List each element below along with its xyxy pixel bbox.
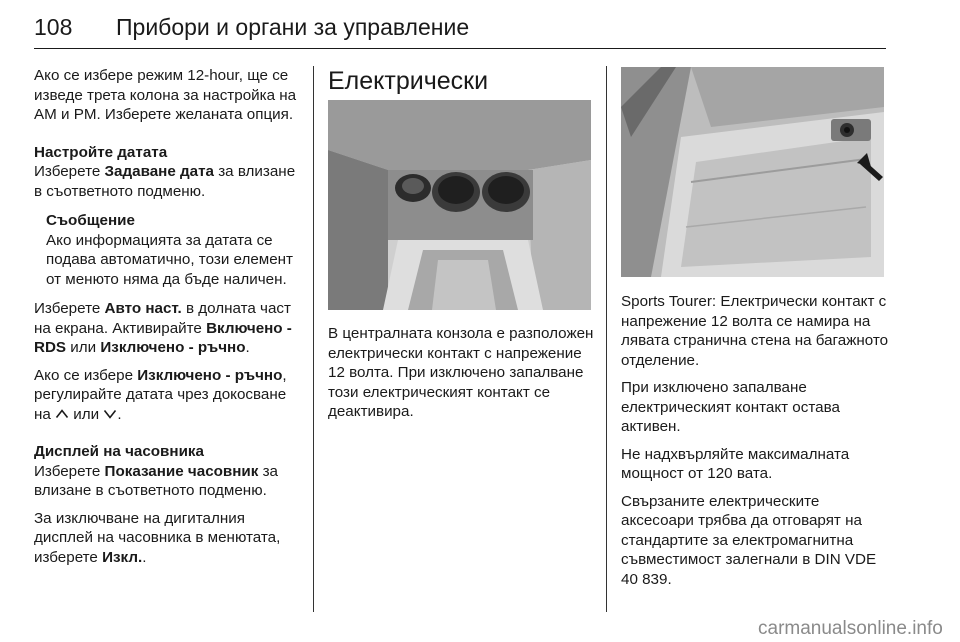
auto-setting-paragraph (34, 299, 302, 358)
text-run: за влизане в съответното подменю. (34, 163, 296, 200)
message-body: Ако информацията за датата се подава автоматично, този елемент от менюто няма да бъде наличен. (46, 231, 294, 288)
menu-term: Изкл. (102, 548, 143, 566)
text-run: , регулирайте датата чрез докосване на (34, 366, 287, 423)
text-run: Изберете (34, 300, 105, 317)
menu-term: Включено - RDS (34, 319, 292, 356)
message-title: Съобщение (46, 212, 135, 229)
page-number: 108 (34, 14, 73, 40)
column-1 (34, 66, 302, 567)
text-run: или (69, 405, 104, 423)
text-run: За изключване на дигиталния дисплей на часовника в менютата, изберете (34, 509, 281, 566)
menu-term: Изключено - ръчно (100, 339, 246, 356)
clock-display-heading: Дисплей на часовника (34, 443, 204, 460)
menu-term: Изключено - ръчно (137, 366, 283, 384)
text-run: . (245, 339, 250, 356)
trunk-socket-paragraph: Sports Tourer: Електрически контакт с напрежение 12 волта се намира на лявата странична стена на багажното отделение. (621, 293, 889, 369)
text-run: Ако се избере (34, 366, 138, 384)
watermark: carmanualsonline.info (758, 618, 943, 639)
console-socket-paragraph: В централната конзола е разположен електрически контакт с напрежение 12 волта. При изключено запалване този електрическият контакт се деактивира. (328, 325, 594, 420)
trunk-socket-photo (621, 67, 884, 277)
text-run: или (66, 339, 101, 356)
ignition-off-paragraph: При изключено запалване електрическият контакт остава активен. (621, 379, 840, 435)
column-3 (621, 292, 889, 589)
text-run: за влизане в съответното подменю. (34, 462, 279, 499)
chevron-down-icon (103, 407, 117, 421)
column-divider-2 (606, 66, 607, 612)
text-run: в долната част на екрана. Активирайте (34, 300, 291, 337)
intro-paragraph: Ако се избере режим 12-hour, ще се изведе трета колона за настройка на AM и PM. Изберете желаната опция. (34, 67, 297, 123)
text-run: . (117, 405, 122, 423)
text-run: . (142, 548, 147, 566)
section-heading: Електрически (328, 67, 489, 95)
menu-term: Показание часовник (104, 462, 259, 480)
set-date-heading: Настройте датата (34, 143, 168, 161)
chevron-up-icon (55, 407, 69, 421)
column-divider-1 (313, 66, 314, 612)
clock-display-paragraph (34, 462, 302, 501)
console-socket-photo (328, 100, 591, 310)
page-title: Прибори и органи за управление (116, 14, 470, 40)
manual-setting-paragraph (34, 366, 302, 425)
page-header (34, 12, 886, 48)
menu-term: Авто наст. (104, 300, 182, 317)
set-date-paragraph (34, 162, 302, 201)
max-power-paragraph: Не надхвърляйте максималната мощност от 120 вата. (621, 445, 850, 482)
header-rule (34, 48, 886, 49)
menu-term: Задаване дата (104, 163, 214, 180)
message-note (46, 211, 302, 289)
column-2-body (328, 324, 598, 422)
disable-clock-paragraph (34, 509, 302, 568)
text-run: Изберете (34, 462, 105, 480)
text-run: Изберете (34, 163, 105, 180)
emc-standard-paragraph: Свързаните електрическите аксесоари трябва да отговарят на стандартите за електромагнитна съвместимост залегнали в DIN VDE 40 839. (621, 492, 877, 588)
